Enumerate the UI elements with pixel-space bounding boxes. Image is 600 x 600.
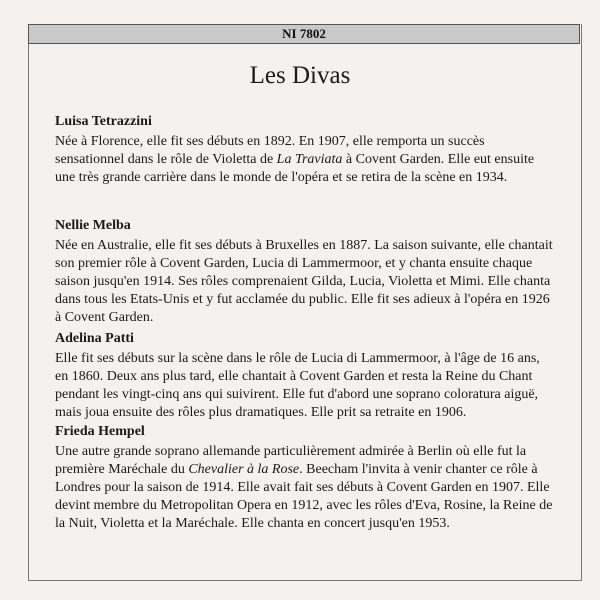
catalog-number-bar [28, 24, 580, 44]
diva-name: Adelina Patti [55, 331, 134, 346]
bio-text: Elle fit ses débuts sur la scène dans le rôle de Lucia di Lammermoor, à l'âge de 16 ans, en 1860. Deux ans plus tard, elle chantait à Covent Garden et resta la Reine du Chant pendant les vingt-cinq ans qui suivirent. Elle fut d'abord une soprano coloratura aiguë, mais joua ensuite des rôles plus dramatiques. Elle prit sa retraite en 1906. [55, 351, 540, 420]
bio-text: Née en Australie, elle fit ses débuts à Bruxelles en 1887. La saison suivante, elle chantait son premier rôle à Covent Garden, Lucia di Lammermoor, et y chanta ensuite chaque saison jusqu'en 1914. Ses rôles comprenaient Gilda, Lucia, Violetta et Mimi. Elle chanta dans tous les Etats-Unis et y fut acclamée du public. Elle fit ses adieux à l'opéra en 1926 à Covent Garden. [55, 238, 553, 325]
work-title-italic: La Traviata [276, 152, 343, 167]
diva-name: Luisa Tetrazzini [55, 114, 152, 129]
diva-section-tetrazzini [55, 113, 555, 187]
bio-text: . Beecham l'invita à venir chanter ce rôle à Londres pour la saison de 1914. Elle avait fait ses débuts à Covent Garden en 1907. Elle devint membre du Metropolitan Opera en 1912, avec les rôles d'Eva, Rosine, la Reine de la Nuit, Violetta et la Maréchale. Elle chanta en concert jusqu'en 1953. [55, 462, 553, 531]
work-title-italic: Chevalier à la Rose [188, 462, 300, 477]
catalog-number: NI 7802 [282, 26, 326, 41]
diva-name: Nellie Melba [55, 218, 131, 233]
diva-section-hempel [55, 423, 555, 533]
diva-bio [55, 133, 555, 187]
diva-bio [55, 237, 555, 327]
diva-section-patti [55, 330, 555, 422]
bio-text: Une autre grande soprano allemande particulièrement admirée à Berlin où elle fut la première Maréchale du [55, 444, 527, 477]
diva-section-melba [55, 217, 555, 327]
bio-text: Née à Florence, elle fit ses débuts en 1892. En 1907, elle remporta un succès sensationnel dans le rôle de Violetta de [55, 134, 485, 167]
diva-bio [55, 350, 555, 422]
diva-bio [55, 443, 555, 533]
page-title: Les Divas [249, 62, 351, 89]
bio-text: à Covent Garden. Elle eut ensuite une très grande carrière dans le monde de l'opéra et se retira de la scène en 1934. [55, 152, 535, 185]
diva-name: Frieda Hempel [55, 424, 145, 439]
